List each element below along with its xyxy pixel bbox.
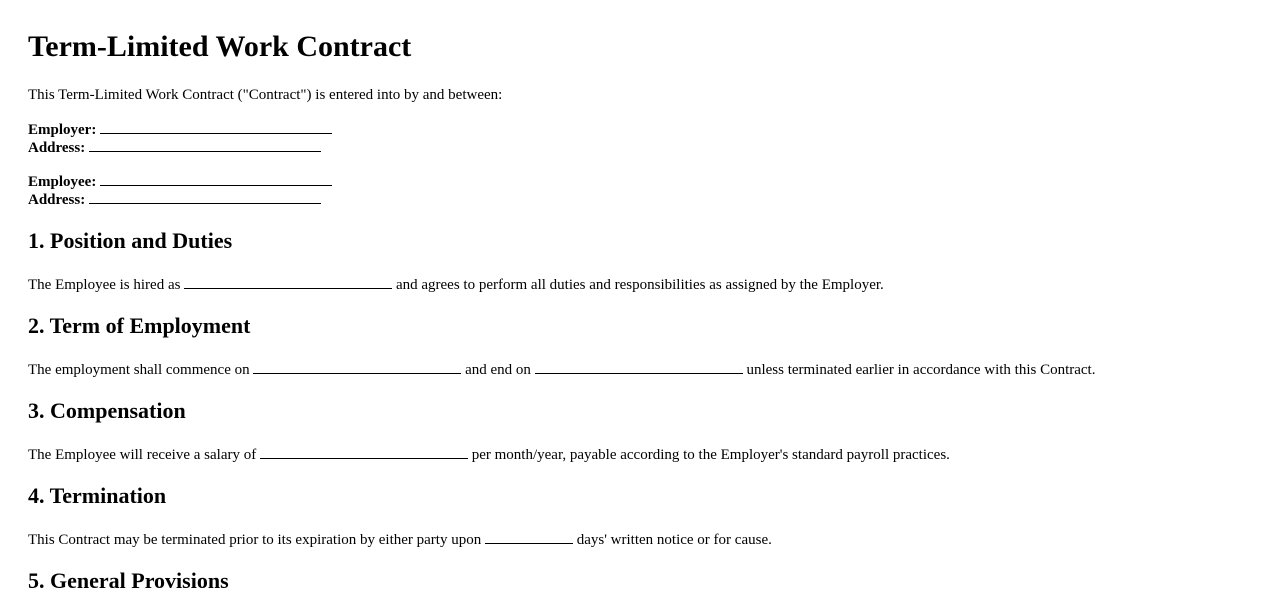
employer-address-line <box>28 138 321 157</box>
salary-blank[interactable] <box>260 445 468 459</box>
section-text-term <box>28 360 1095 379</box>
document-title: Term-Limited Work Contract <box>28 30 412 63</box>
term-end-blank[interactable] <box>535 360 743 374</box>
employer-address-label: Address: <box>28 140 86 156</box>
section-text-position <box>28 275 884 294</box>
employee-address-line <box>28 190 321 209</box>
position-text-after: and agrees to perform all duties and responsibilities as assigned by the Employer. <box>395 277 884 293</box>
term-text-before: The employment shall commence on <box>28 362 250 378</box>
section-heading-compensation: 3. Compensation <box>28 398 186 423</box>
section-text-compensation <box>28 445 950 464</box>
notice-days-blank[interactable] <box>485 530 573 544</box>
employer-label: Employer: <box>28 122 97 138</box>
termination-text-after: days' written notice or for cause. <box>576 532 772 548</box>
section-heading-term: 2. Term of Employment <box>28 313 251 338</box>
employee-address-label: Address: <box>28 192 86 208</box>
term-start-blank[interactable] <box>253 360 461 374</box>
position-text-before: The Employee is hired as <box>28 277 181 293</box>
section-heading-position: 1. Position and Duties <box>28 228 233 253</box>
section-text-termination <box>28 530 772 549</box>
term-text-after: unless terminated earlier in accordance with this Contract. <box>746 362 1096 378</box>
employee-address-blank[interactable] <box>89 190 321 204</box>
termination-text-before: This Contract may be terminated prior to its expiration by either party upon <box>28 532 482 548</box>
employer-blank[interactable] <box>100 120 332 134</box>
compensation-text-before: The Employee will receive a salary of <box>28 447 257 463</box>
compensation-text-after: per month/year, payable according to the Employer's standard payroll practices. <box>471 447 950 463</box>
section-heading-termination: 4. Termination <box>28 483 167 508</box>
employee-line <box>28 172 332 191</box>
term-text-middle: and end on <box>465 362 531 378</box>
section-heading-general: 5. General Provisions <box>28 568 229 593</box>
employer-line <box>28 120 332 139</box>
employee-label: Employee: <box>28 174 97 190</box>
employer-address-blank[interactable] <box>89 138 321 152</box>
employee-blank[interactable] <box>100 172 332 186</box>
position-blank[interactable] <box>184 275 392 289</box>
intro-paragraph: This Term-Limited Work Contract ("Contract") is entered into by and between: <box>28 87 503 103</box>
